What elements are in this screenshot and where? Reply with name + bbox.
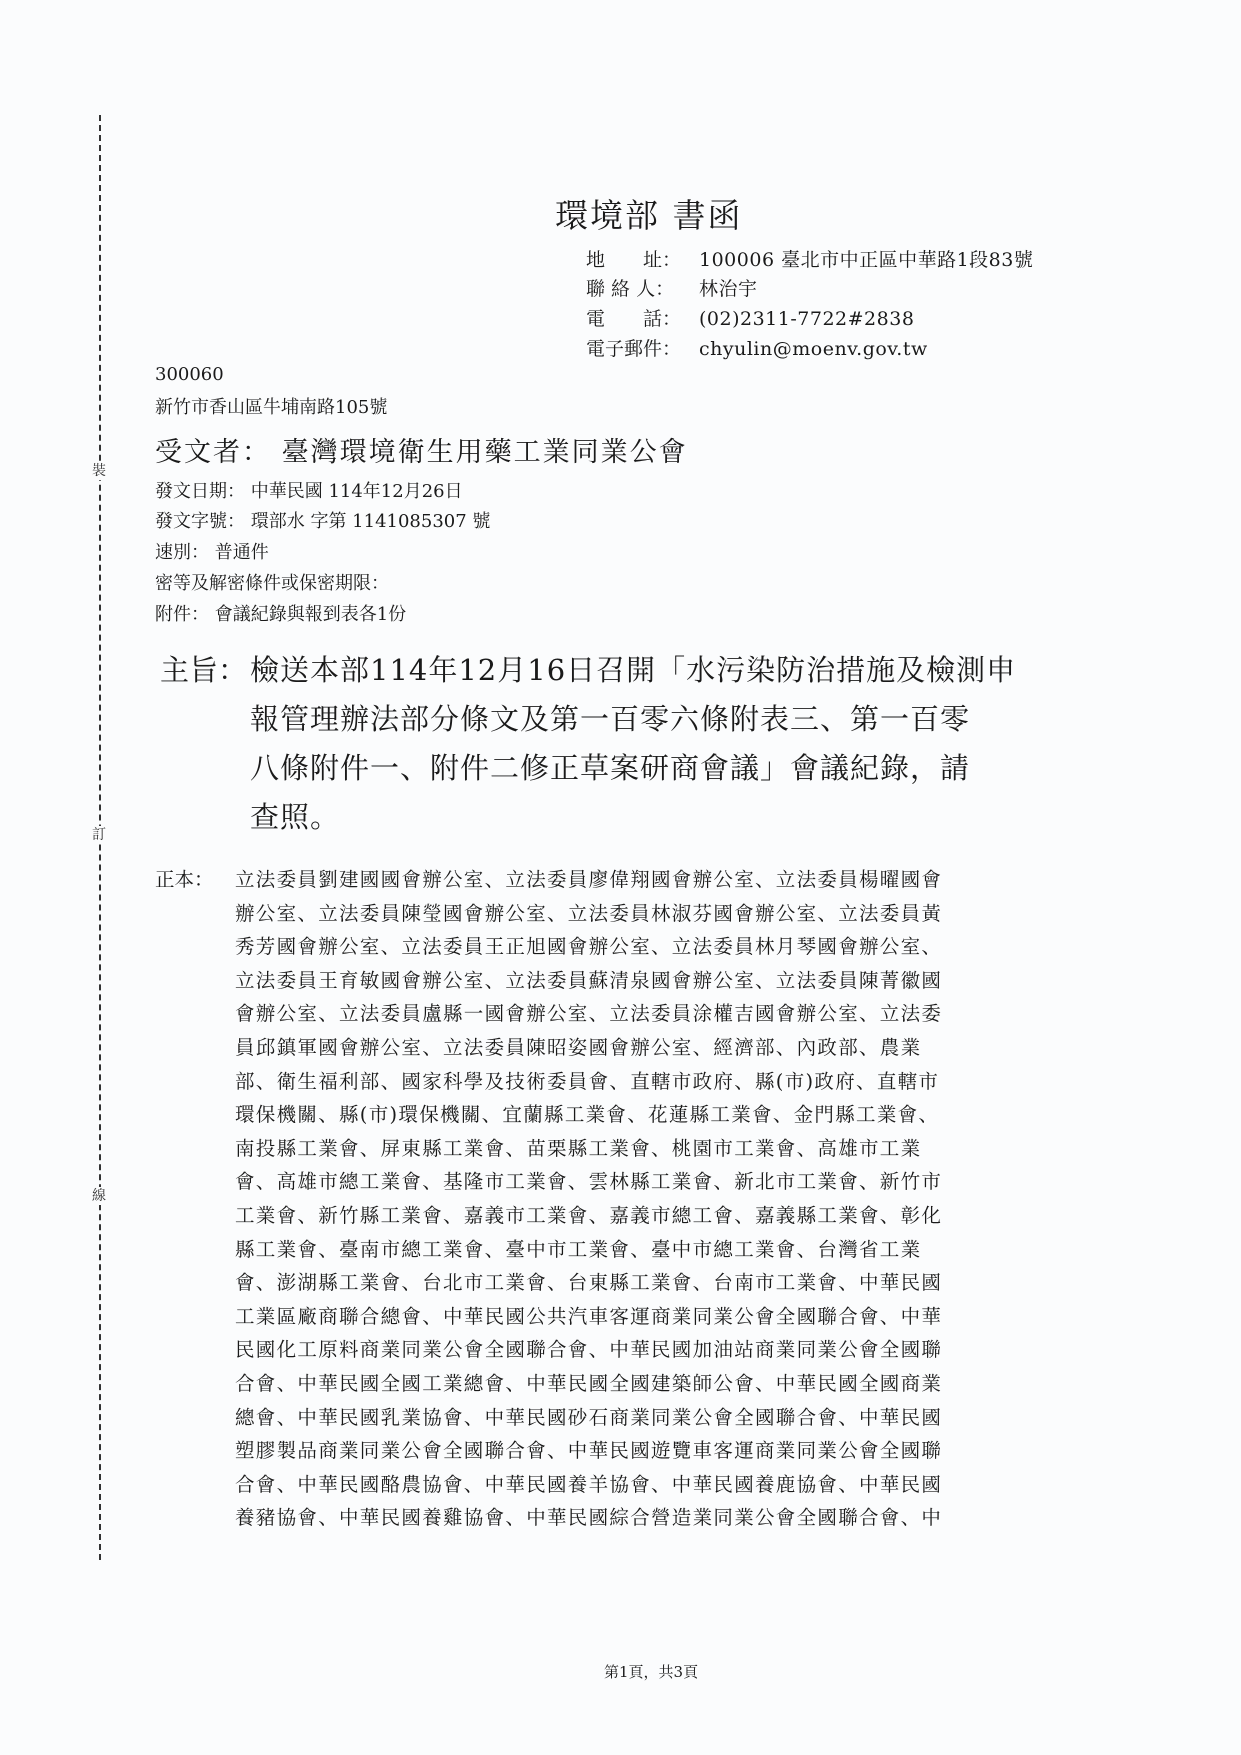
cc-line: 員邱鎮軍國會辦公室、立法委員陳昭姿國會辦公室、經濟部、內政部、農業 bbox=[235, 1036, 922, 1059]
cc-line: 總會、中華民國乳業協會、中華民國砂石商業同業公會全國聯合會、中華民國 bbox=[235, 1405, 943, 1429]
cc-line: 部、衛生福利部、國家科學及技術委員會、直轄市政府、縣(市)政府、直轄市 bbox=[235, 1069, 940, 1093]
contact-value: 100006 臺北市中正區中華路1段83號 bbox=[699, 249, 1034, 271]
cc-line: 工業區廠商聯合總會、中華民國公共汽車客運商業同業公會全國聯合會、中華 bbox=[235, 1304, 943, 1328]
contact-label: 電子郵件： bbox=[586, 338, 682, 360]
cc-line: 環保機關、縣(市)環保機關、宜蘭縣工業會、花蓮縣工業會、金門縣工業會、 bbox=[235, 1103, 940, 1127]
contact-label: 聯 絡 人： bbox=[586, 278, 675, 300]
cc-line: 會、高雄市總工業會、基隆市工業會、雲林縣工業會、新北市工業會、新竹市 bbox=[235, 1170, 943, 1194]
cc-label: 正本： bbox=[155, 868, 214, 891]
cc-line: 會辦公室、立法委員盧縣一國會辦公室、立法委員涂權吉國會辦公室、立法委 bbox=[235, 1002, 943, 1026]
contact-value: 林治宇 bbox=[699, 278, 758, 300]
speed-category: 速別： 普通件 bbox=[155, 542, 269, 563]
contact-person bbox=[586, 274, 758, 301]
cc-line: 秀芳國會辦公室、立法委員王正旭國會辦公室、立法委員林月琴國會辦公室、 bbox=[235, 935, 943, 959]
cc-line: 合會、中華民國全國工業總會、中華民國全國建築師公會、中華民國全國商業 bbox=[235, 1372, 943, 1395]
subject-line: 檢送本部114年12月16日召開「水污染防治措施及檢測申 bbox=[250, 653, 1017, 687]
document-number: 發文字號： 環部水 字第 1141085307 號 bbox=[155, 511, 491, 532]
subject-line: 報管理辦法部分條文及第一百零六條附表三、第一百零 bbox=[250, 702, 971, 736]
contact-value: (02)2311-7722#2838 bbox=[699, 308, 915, 330]
issue-date: 發文日期： 中華民國 114年12月26日 bbox=[155, 481, 463, 502]
recipient-postal-code: 300060 bbox=[155, 364, 224, 385]
cc-line: 民國化工原料商業同業公會全國聯合會、中華民國加油站商業同業公會全國聯 bbox=[235, 1338, 943, 1362]
cc-line: 會、澎湖縣工業會、台北市工業會、台東縣工業會、台南市工業會、中華民國 bbox=[235, 1271, 943, 1295]
contact-value: chyulin@moenv.gov.tw bbox=[699, 338, 928, 360]
cc-line: 合會、中華民國酪農協會、中華民國養羊協會、中華民國養鹿協會、中華民國 bbox=[235, 1472, 943, 1496]
cc-line: 立法委員王育敏國會辦公室、立法委員蘇清泉國會辦公室、立法委員陳菁徽國 bbox=[235, 968, 943, 992]
cc-line: 塑膠製品商業同業公會全國聯合會、中華民國遊覽車客運商業同業公會全國聯 bbox=[235, 1439, 943, 1463]
cc-line: 南投縣工業會、屏東縣工業會、苗栗縣工業會、桃園市工業會、高雄市工業 bbox=[235, 1136, 922, 1160]
attachment: 附件： 會議紀錄與報到表各1份 bbox=[155, 604, 407, 625]
binding-mark-zhuang: 裝 bbox=[89, 462, 109, 480]
contact-label: 電 話： bbox=[586, 308, 682, 330]
cc-line: 立法委員劉建國國會辦公室、立法委員廖偉翔國會辦公室、立法委員楊曜國會 bbox=[235, 868, 943, 891]
cc-line: 養豬協會、中華民國養雞協會、中華民國綜合營造業同業公會全國聯合會、中 bbox=[235, 1506, 943, 1530]
contact-label: 地 址： bbox=[586, 249, 682, 271]
subject-line: 查照。 bbox=[250, 800, 341, 834]
recipient: 受文者： 臺灣環境衛生用藥工業同業公會 bbox=[155, 437, 688, 468]
subject-line: 八條附件一、附件二修正草案研商會議」會議紀錄，請 bbox=[250, 751, 971, 785]
binding-mark-ding: 訂 bbox=[89, 826, 109, 844]
binding-mark-xian: 線 bbox=[89, 1187, 109, 1205]
cc-line: 工業會、新竹縣工業會、嘉義市工業會、嘉義市總工會、嘉義縣工業會、彰化 bbox=[235, 1204, 943, 1227]
document-title: 環境部 書函 bbox=[555, 196, 743, 235]
subject-label: 主旨： bbox=[160, 653, 248, 687]
contact-phone bbox=[586, 304, 914, 331]
contact-email bbox=[586, 334, 928, 361]
cc-line: 辦公室、立法委員陳瑩國會辦公室、立法委員林淑芬國會辦公室、立法委員黃 bbox=[235, 901, 943, 925]
recipient-address: 新竹市香山區牛埔南路105號 bbox=[155, 397, 388, 418]
cc-line: 縣工業會、臺南市總工業會、臺中市工業會、臺中市總工業會、台灣省工業 bbox=[235, 1237, 922, 1261]
confidentiality: 密等及解密條件或保密期限： bbox=[155, 573, 389, 594]
page-indicator: 第1頁，共3頁 bbox=[604, 1663, 699, 1681]
contact-address bbox=[586, 245, 1033, 272]
